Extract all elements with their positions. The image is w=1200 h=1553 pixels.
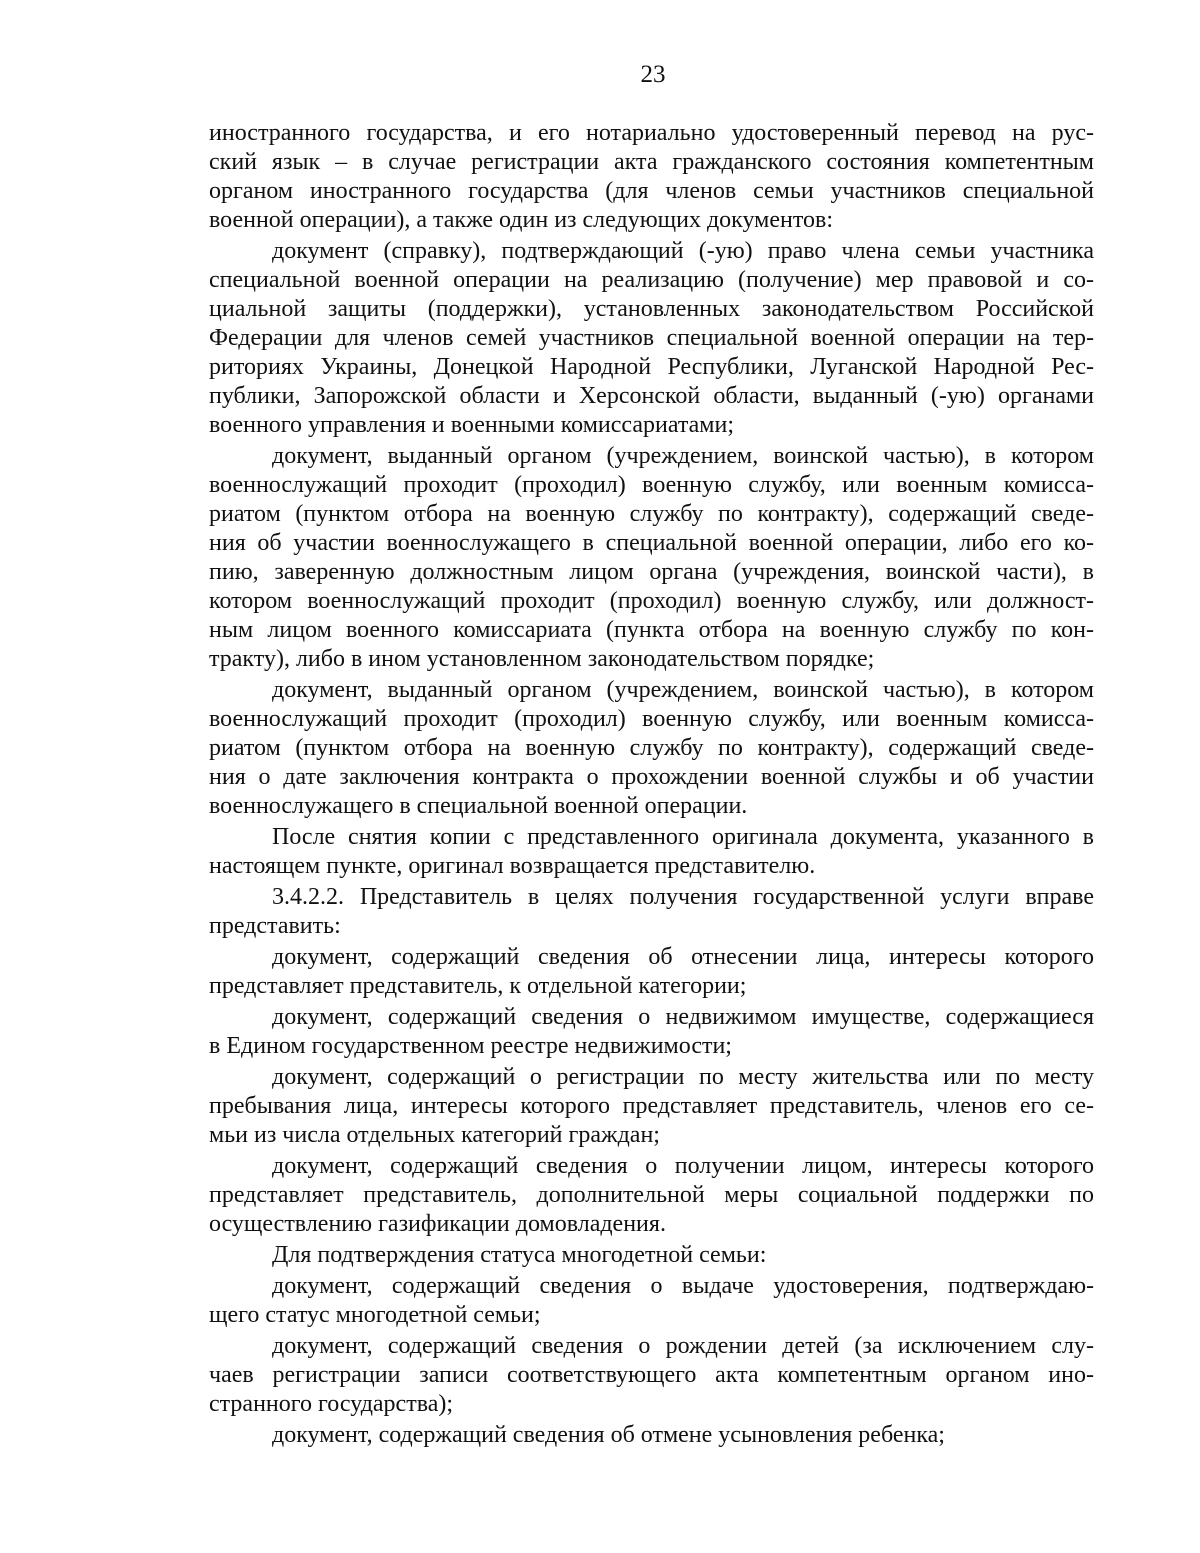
text-line: ский язык – в случае регистрации акта гражданского состояния компетентным [209, 149, 1094, 175]
text-line: представить: [209, 913, 341, 939]
text-line: публики, Запорожской области и Херсонской области, выданный (-ую) органами [209, 383, 1094, 409]
text-line: военнослужащий проходит (проходил) военную службу, или военным комисса- [209, 472, 1094, 498]
text-line: документ, содержащий о регистрации по месту жительства или по месту [272, 1064, 1094, 1090]
text-line: После снятия копии с представленного оригинала документа, указанного в [272, 824, 1094, 850]
text-line: циальной защиты (поддержки), установленных законодательством Российской [209, 296, 1094, 322]
text-line: ния о дате заключения контракта о прохождении военной службы и об участии [209, 764, 1094, 790]
text-line: Федерации для членов семей участников специальной военной операции на тер- [209, 325, 1094, 351]
text-line: риториях Украины, Донецкой Народной Республики, Луганской Народной Рес- [209, 354, 1094, 380]
text-line: пию, заверенную должностным лицом органа (учреждения, воинской части), в [209, 559, 1094, 585]
text-line: котором военнослужащий проходит (проходил) военную службу, или должност- [209, 588, 1094, 614]
text-line: документ, содержащий сведения о получении лицом, интересы которого [272, 1153, 1094, 1179]
text-line: чаев регистрации записи соответствующего акта компетентным органом ино- [209, 1362, 1094, 1388]
text-line: иностранного государства, и его нотариально удостоверенный перевод на рус- [209, 120, 1094, 146]
text-line: документ, выданный органом (учреждением, воинской частью), в котором [272, 443, 1094, 469]
text-line: осуществлению газификации домовладения. [209, 1211, 666, 1237]
page-number: 23 [640, 61, 666, 88]
text-line: риатом (пунктом отбора на военную службу по контракту), содержащий сведе- [209, 735, 1094, 761]
text-line: пребывания лица, интересы которого представляет представитель, членов его се- [209, 1093, 1094, 1119]
text-line: документ, содержащий сведения об отнесении лица, интересы которого [272, 944, 1094, 970]
text-line: настоящем пункте, оригинал возвращается представителю. [209, 853, 816, 879]
text-line: представляет представитель, к отдельной категории; [209, 973, 747, 999]
text-line: военного управления и военными комиссариатами; [209, 412, 734, 438]
text-line: представляет представитель, дополнительной меры социальной поддержки по [209, 1182, 1094, 1208]
text-line: мьи из числа отдельных категорий граждан; [209, 1122, 660, 1148]
text-line: странного государства); [209, 1391, 454, 1417]
text-line: документ, содержащий сведения о выдаче удостоверения, подтверждаю- [272, 1273, 1094, 1299]
text-line: документ (справку), подтверждающий (-ую) право члена семьи участника [272, 238, 1094, 264]
text-line: органом иностранного государства (для членов семьи участников специальной [209, 178, 1094, 204]
text-line: ным лицом военного комиссариата (пункта отбора на военную службу по кон- [209, 617, 1094, 643]
text-line: специальной военной операции на реализацию (получение) мер правовой и со- [209, 267, 1094, 293]
text-line: ния об участии военнослужащего в специальной военной операции, либо его ко- [209, 530, 1094, 556]
text-line: документ, содержащий сведения об отмене усыновления ребенка; [272, 1422, 945, 1448]
text-line: Для подтверждения статуса многодетной семьи: [272, 1242, 767, 1268]
text-line: документ, выданный органом (учреждением, воинской частью), в котором [272, 677, 1094, 703]
text-line: военнослужащий проходит (проходил) военную службу, или военным комисса- [209, 706, 1094, 732]
text-line: 3.4.2.2. Представитель в целях получения государственной услуги вправе [272, 884, 1094, 910]
text-line: тракту), либо в ином установленном законодательством порядке; [209, 646, 875, 672]
text-line: военной операции), а также один из следующих документов: [209, 207, 834, 233]
text-line: военнослужащего в специальной военной операции. [209, 793, 748, 819]
text-line: в Едином государственном реестре недвижимости; [209, 1033, 732, 1059]
text-line: риатом (пунктом отбора на военную службу по контракту), содержащий сведе- [209, 501, 1094, 527]
text-line: документ, содержащий сведения о недвижимом имуществе, содержащиеся [272, 1004, 1094, 1030]
text-line: щего статус многодетной семьи; [209, 1302, 541, 1328]
text-line: документ, содержащий сведения о рождении детей (за исключением слу- [272, 1333, 1094, 1359]
